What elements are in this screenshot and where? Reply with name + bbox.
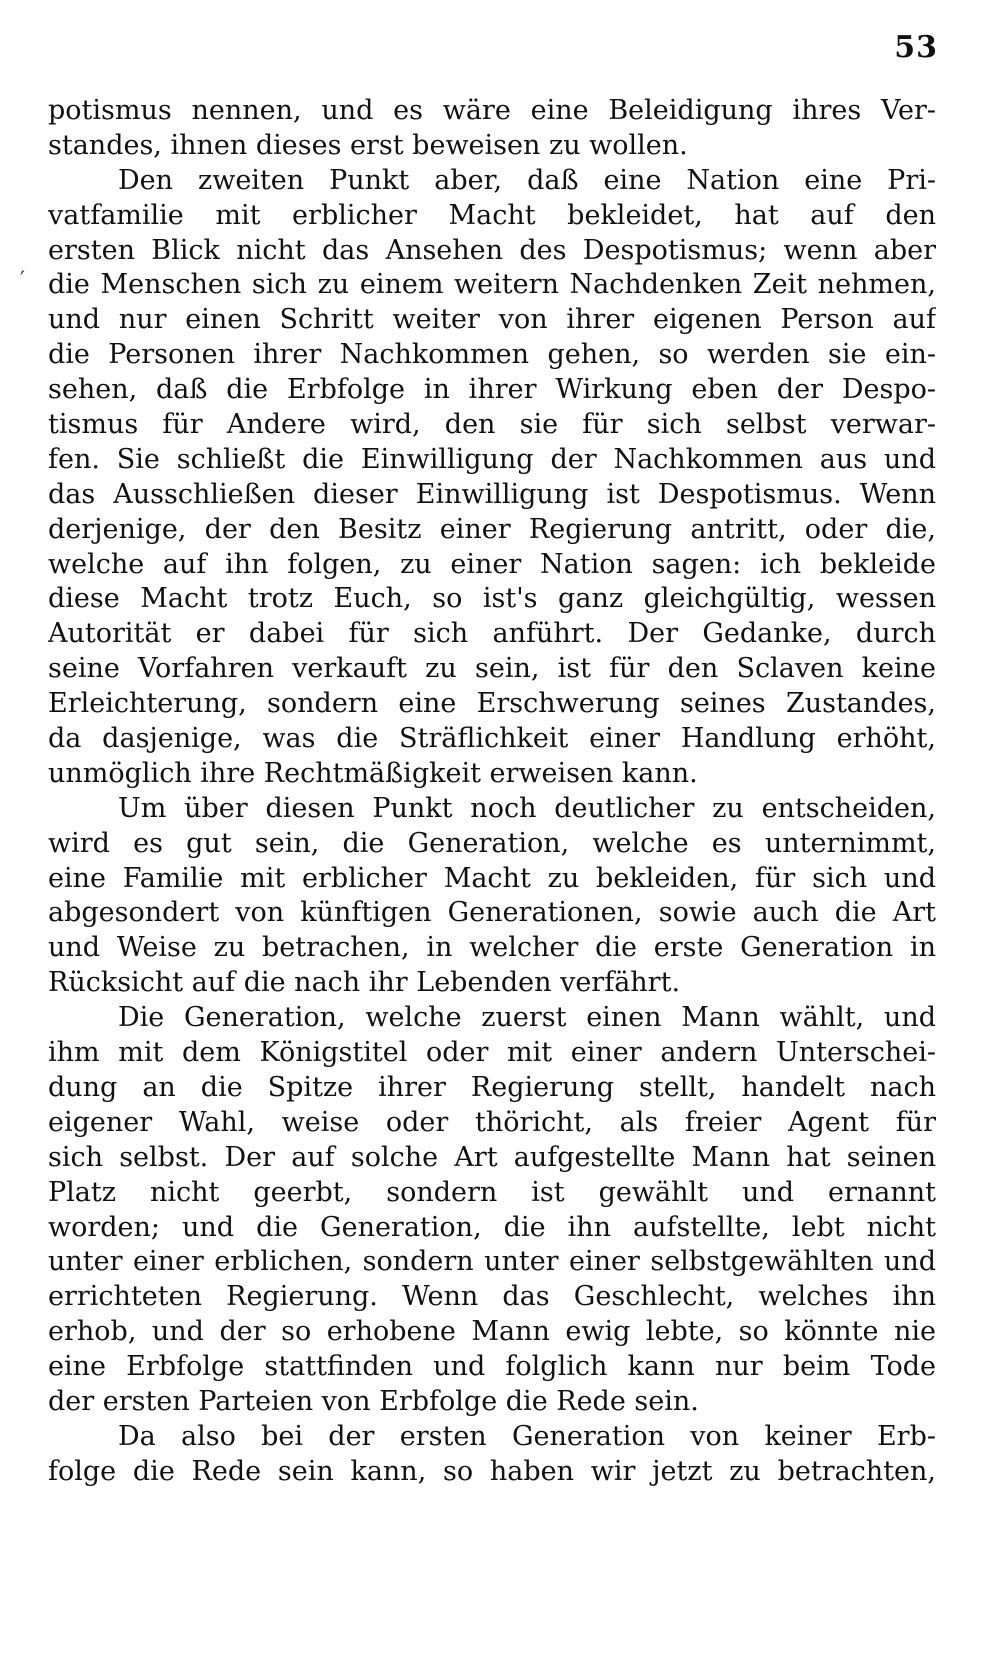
text-line: die Menschen sich zu einem weitern Nachdenken Zeit nehmen,	[48, 269, 936, 301]
text-line: Platz nicht geerbt, sondern ist gewählt und ernannt	[48, 1176, 936, 1208]
text-line: abgesondert von künftigen Generationen, sowie auch die Art	[48, 897, 936, 929]
text-line: die Personen ihrer Nachkommen gehen, so werden sie ein-	[48, 339, 936, 371]
text-line: Da also bei der ersten Generation von keiner Erb-	[118, 1420, 936, 1452]
text-line: dung an die Spitze ihrer Regierung stellt, handelt nach	[48, 1071, 936, 1103]
text-line: welche auf ihn folgen, zu einer Nation sagen: ich bekleide	[48, 548, 936, 580]
text-line: da dasjenige, was die Sträflichkeit einer Handlung erhöht,	[48, 723, 936, 755]
text-line: potismus nennen, und es wäre eine Beleidigung ihres Ver-	[48, 95, 936, 126]
text-line: diese Macht trotz Euch, so ist's ganz gleichgültig, wessen	[48, 583, 936, 615]
margin-mark: ′	[20, 268, 25, 293]
text-line: Die Generation, welche zuerst einen Mann wählt, und	[118, 1002, 936, 1034]
text-line: Den zweiten Punkt aber, daß eine Nation eine Pri-	[118, 164, 936, 196]
text-line: erhob, und der so erhobene Mann ewig lebte, so könnte nie	[48, 1316, 936, 1348]
text-line: und nur einen Schritt weiter von ihrer eigenen Person auf	[48, 304, 936, 336]
text-line: Rücksicht auf die nach ihr Lebenden verfährt.	[48, 967, 681, 999]
page-number: 53	[894, 30, 938, 65]
text-line: ihm mit dem Königstitel oder mit einer andern Unterschei-	[48, 1037, 936, 1069]
body-text	[48, 94, 936, 1490]
text-line: unter einer erblichen, sondern unter einer selbstgewählten und	[48, 1246, 936, 1278]
text-line: unmöglich ihre Rechtmäßigkeit erweisen kann.	[48, 757, 698, 789]
text-line: eine Familie mit erblicher Macht zu bekleiden, für sich und	[48, 862, 936, 894]
text-line: und Weise zu betrachen, in welcher die erste Generation in	[48, 932, 936, 964]
text-line: ersten Blick nicht das Ansehen des Despotismus; wenn aber	[48, 234, 936, 266]
text-line: tismus für Andere wird, den sie für sich selbst verwar-	[48, 409, 936, 441]
text-line: seine Vorfahren verkauft zu sein, ist für den Sclaven keine	[48, 653, 936, 685]
text-line: vatfamilie mit erblicher Macht bekleidet, hat auf den	[48, 199, 936, 231]
text-line: der ersten Parteien von Erbfolge die Rede sein.	[48, 1385, 699, 1417]
text-line: derjenige, der den Besitz einer Regierung antritt, oder die,	[48, 513, 936, 545]
text-line: Um über diesen Punkt noch deutlicher zu entscheiden,	[118, 792, 936, 824]
text-line: errichteten Regierung. Wenn das Geschlecht, welches ihn	[48, 1281, 936, 1313]
text-line: folge die Rede sein kann, so haben wir jetzt zu betrachten,	[48, 1455, 936, 1487]
text-line: eine Erbfolge stattfinden und folglich kann nur beim Tode	[48, 1351, 936, 1383]
text-line: standes, ihnen dieses erst beweisen zu wollen.	[48, 129, 688, 161]
text-line: worden; und die Generation, die ihn aufstellte, lebt nicht	[48, 1211, 936, 1243]
text-line: fen. Sie schließt die Einwilligung der Nachkommen aus und	[48, 443, 936, 475]
text-line: das Ausschließen dieser Einwilligung ist Despotismus. Wenn	[48, 478, 936, 510]
text-line: wird es gut sein, die Generation, welche es unternimmt,	[48, 827, 936, 859]
text-line: eigener Wahl, weise oder thöricht, als freier Agent für	[48, 1106, 936, 1138]
text-line: Autorität er dabei für sich anführt. Der Gedanke, durch	[48, 618, 936, 650]
text-line: Erleichterung, sondern eine Erschwerung seines Zustandes,	[48, 688, 936, 720]
text-line: sehen, daß die Erbfolge in ihrer Wirkung eben der Despo-	[48, 374, 936, 406]
text-line: sich selbst. Der auf solche Art aufgestellte Mann hat seinen	[48, 1141, 936, 1173]
